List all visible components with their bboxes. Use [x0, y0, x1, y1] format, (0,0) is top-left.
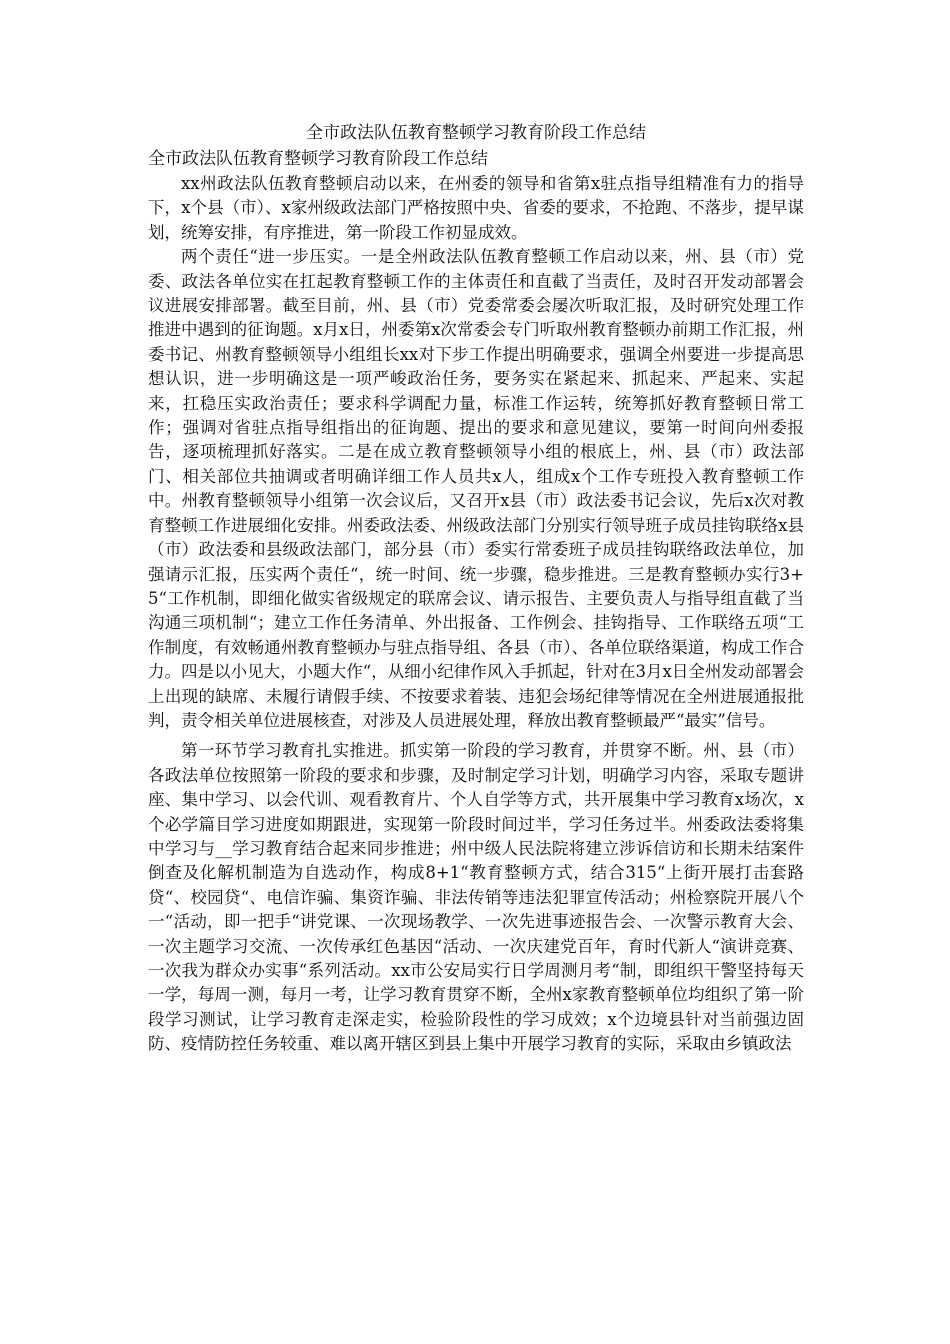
- paragraph-study-education: 第一环节学习教育扎实推进。抓实第一阶段的学习教育，并贯穿不断。州、县（市）各政法单位按照第一阶段的要求和步骤，及时制定学习计划，明确学习内容，采取专题讲座、集中学习、以会代训、观看教育片、个人自学等方式，共开展集中学习教育x场次，x个必学篇目学习进度如期跟进，实现第一阶段时间过半，学习任务过半。州委政法委将集中学习与__学习教育结合起来同步推进；州中级人民法院将建立涉诉信访和长期未结案件倒查及化解机制造为自选动作，构成8+1“教育整顿方式，结合315“上街开展打击套路贷“、校园贷“、电信诈骗、集资诈骗、非法传销等违法犯罪宣传活动；州检察院开展八个一“活动，即一把手“讲党课、一次现场教学、一次先进事迹报告会、一次警示教育大会、一次主题学习交流、一次传承红色基因“活动、一次庆建党百年，育时代新人“演讲竞赛、一次我为群众办实事“系列活动。xx市公安局实行日学周测月考“制，即组织干警坚持每天一学，每周一测，每月一考，让学习教育贯穿不断，全州x家教育整顿单位均组织了第一阶段学习测试，让学习教育走深走实，检验阶段性的学习成效；x个边境县针对当前强边固防、疫情防控任务较重、难以离开辖区到县上集中开展学习教育的实际，采取由乡镇政法: [148, 741, 804, 1054]
- document-subtitle: 全市政法队伍教育整顿学习教育阶段工作总结: [148, 149, 488, 169]
- paragraph-responsibility: 两个责任“进一步压实。一是全州政法队伍教育整顿工作启动以来，州、县（市）党委、政法各单位实在扛起教育整顿工作的主体责任和直截了当责任，及时召开发动部署会议进展安排部署。截至目前，州、县（市）党委常委会屡次听取汇报，及时研究处理工作推进中遇到的征询题。x月x日，州委第x次常委会专门听取州教育整顿办前期工作汇报，州委书记、州教育整顿领导小组组长xx对下步工作提出明确要求，强调全州要进一步提高思想认识，进一步明确这是一项严峻政治任务，要务实在紧起来、抓起来、严起来、实起来，扛稳压实政治责任；要求科学调配力量，标准工作运转，统筹抓好教育整顿日常工作；强调对省驻点指导组指出的征询题、提出的要求和意见建议，要第一时间向州委报告，逐项梳理抓好落实。二是在成立教育整顿领导小组的根底上，州、县（市）政法部门、相关部位共抽调或者明确详细工作人员共x人，组成x个工作专班投入教育整顿工作中。州教育整顿领导小组第一次会议后，又召开x县（市）政法委书记会议，先后x次对教育整顿工作进展细化安排。州委政法委、州级政法部门分别实行领导班子成员挂钩联络x县（市）政法委和县级政法部门，部分县（市）委实行常委班子成员挂钩联络政法单位，加强请示汇报，压实两个责任“，统一时间、统一步骤，稳步推进。三是教育整顿办实行3+5“工作机制，即细化做实省级规定的联席会议、请示报告、主要负责人与指导组直截了当沟通三项机制“；建立工作任务清单、外出报备、工作例会、挂钩指导、工作联络五项“工作制度，有效畅通州教育整顿办与驻点指导组、各县（市）、各单位联络渠道，构成工作合力。四是以小见大，小题大作“，从细小纪律作风入手抓起，针对在3月x日全州发动部署会上出现的缺席、未履行请假手续、不按要求着装、违犯会场纪律等情况在全州进展通报批判，责令相关单位进展核查，对涉及人员进展处理，释放出教育整顿最严“最实”信号。: [148, 247, 804, 730]
- paragraph-intro: xx州政法队伍教育整顿启动以来，在州委的领导和省第x驻点指导组精准有力的指导下，x个县（市）、x家州级政法部门严格按照中央、省委的要求，不抢跑、不落步，提早谋划，统筹安排，有序推进，第一阶段工作初显成效。: [148, 174, 804, 242]
- document-title: 全市政法队伍教育整顿学习教育阶段工作总结: [306, 123, 646, 143]
